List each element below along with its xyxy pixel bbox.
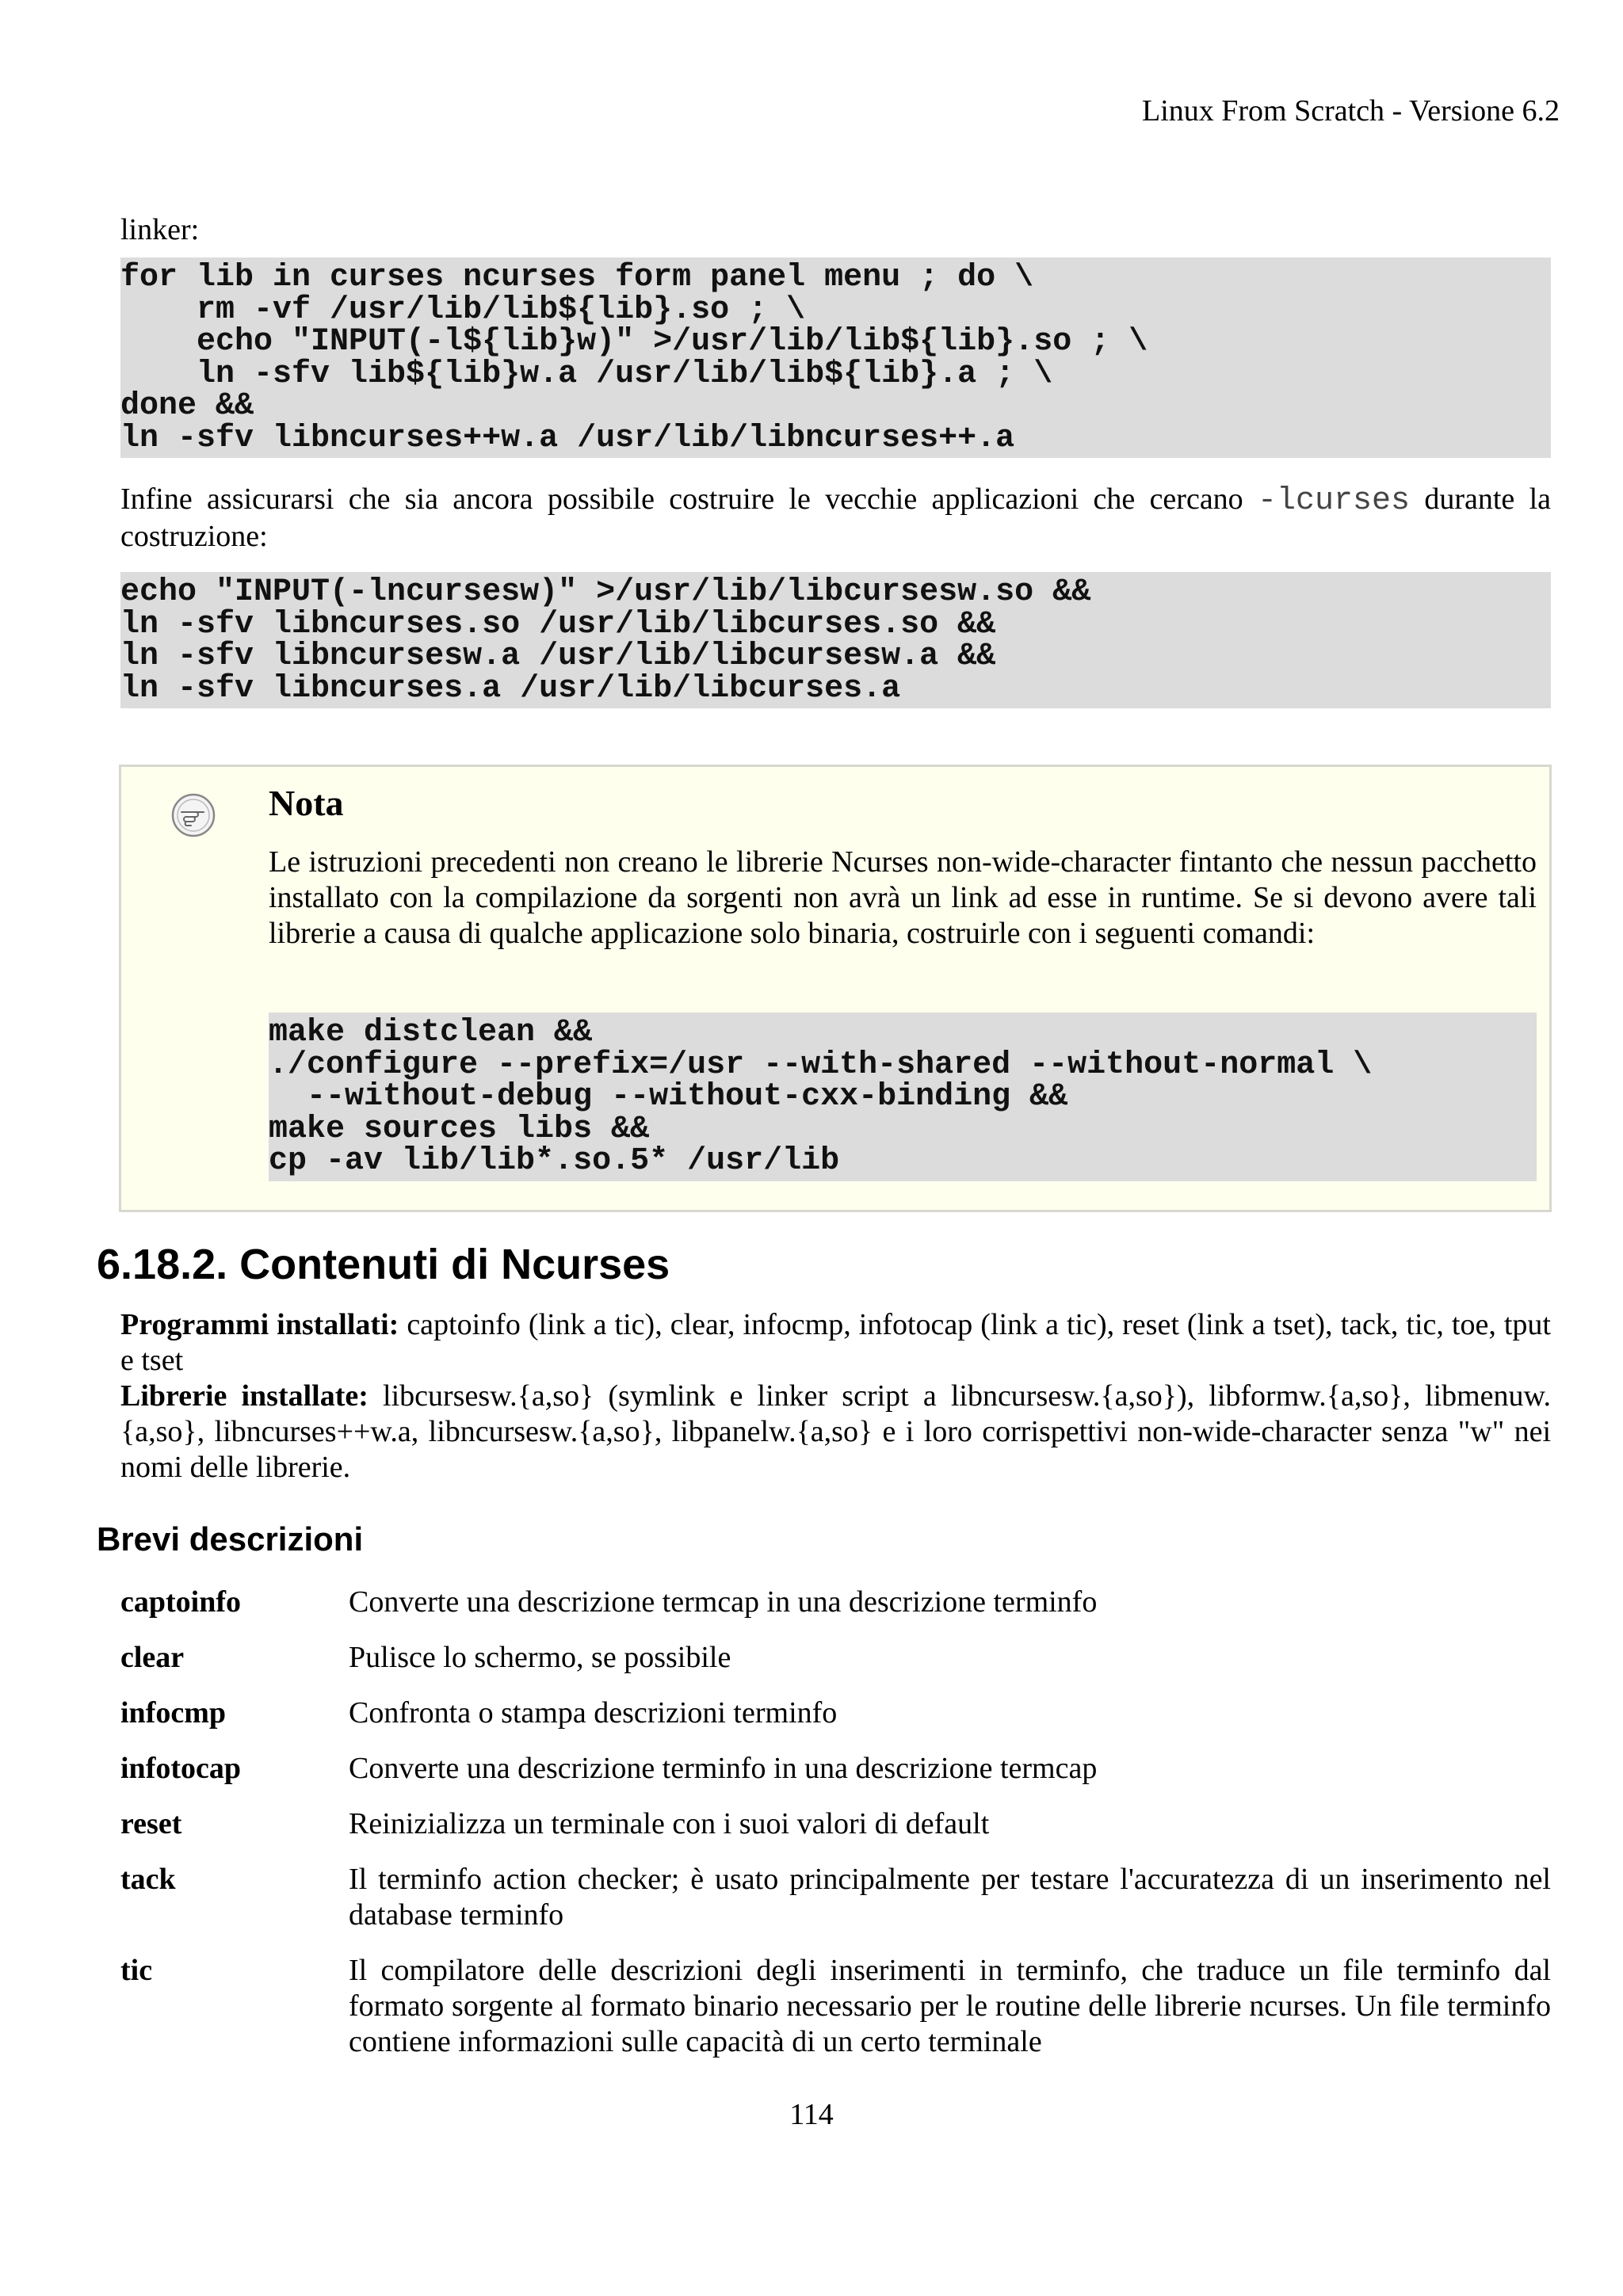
description-term: tack xyxy=(120,1863,176,1896)
description-term: captoinfo xyxy=(120,1585,241,1619)
paragraph-text-after: durante la costruzione: xyxy=(120,482,1552,553)
installed-libraries xyxy=(120,1379,1551,1486)
installed-programs xyxy=(120,1307,1551,1379)
section-title: 6.18.2. Contenuti di Ncurses xyxy=(97,1241,670,1288)
description-definition: Reinizializza un terminale con i suoi valori di default xyxy=(349,1807,990,1840)
note-box xyxy=(119,765,1552,1212)
installed-programs-label: Programmi installati: xyxy=(120,1308,399,1341)
contents-summary xyxy=(120,1307,1551,1486)
description-term: reset xyxy=(120,1807,182,1840)
installed-libraries-value: libcursesw.{a,so} (symlink e linker script a libncursesw.{a,so}), libformw.{a,so}, libmenuw.{a,so}, libncurses++w.a, libncursesw.{a,so}, libpanelw.{a,so} e i loro corrispettivi non-wide-character senza "w" nei nomi delle librerie. xyxy=(120,1379,1551,1484)
note-code-block: make distclean && ./configure --prefix=/usr --with-shared --without-normal \ --without-debug --without-cxx-binding && make sources libs && cp -av lib/lib*.so.5* /usr/lib xyxy=(269,1013,1537,1181)
description-row-captoinfo xyxy=(120,1585,1551,1620)
installed-programs-value: captoinfo (link a tic), clear, infocmp, infotocap (link a tic), reset (link a tset), tack, tic, toe, tput e tset xyxy=(120,1308,1551,1377)
description-row-clear xyxy=(120,1640,1551,1676)
description-definition: Confronta o stampa descrizioni terminfo xyxy=(349,1696,838,1730)
description-row-infotocap xyxy=(120,1751,1551,1787)
inline-code-lcurses: -lcurses xyxy=(1258,483,1411,519)
intro-text: linker: xyxy=(120,213,200,246)
description-definition: Il terminfo action checker; è usato principalmente per testare l'accuratezza di un inserimento nel database terminfo xyxy=(349,1863,1551,1932)
description-term: clear xyxy=(120,1641,185,1674)
code-block-1: for lib in curses ncurses form panel menu ; do \ rm -vf /usr/lib/lib${lib}.so ; \ echo "INPUT(-l${lib}w)" >/usr/lib/lib${lib}.so ; \ ln -sfv lib${lib}w.a /usr/lib/lib${lib}.a ; \ done && ln -sfv libncurses++w.a /usr/lib/libncurses++.a xyxy=(120,257,1551,458)
pointing-hand-icon xyxy=(170,792,216,838)
running-header: Linux From Scratch - Versione 6.2 xyxy=(1142,94,1560,128)
description-row-tack xyxy=(120,1862,1551,1933)
code-block-2: echo "INPUT(-lncursesw)" >/usr/lib/libcursesw.so && ln -sfv libncurses.so /usr/lib/libcurses.so && ln -sfv libncursesw.a /usr/lib/libcursesw.a && ln -sfv libncurses.a /usr/lib/libcurses.a xyxy=(120,572,1551,708)
note-body: Le istruzioni precedenti non creano le librerie Ncurses non-wide-character fintanto che nessun pacchetto installato con la compilazione da sorgenti non avrà un link ad esse in runtime. Se si devono avere tali librerie a causa di qualche applicazione solo binaria, costruirle con i seguenti comandi: xyxy=(269,845,1537,950)
main-content-top xyxy=(120,212,1551,708)
paragraph-lcurses xyxy=(120,482,1551,555)
paragraph-text-before: Infine assicurarsi che sia ancora possibile costruire le vecchie applicazioni che cercano xyxy=(120,482,1258,516)
description-row-tic xyxy=(120,1953,1551,2060)
description-definition: Il compilatore delle descrizioni degli inserimenti in terminfo, che traduce un file terminfo dal formato sorgente al formato binario necessario per le routine delle librerie ncurses. Un file terminfo contiene informazioni sulle capacità di un certo terminale xyxy=(349,1954,1551,2058)
description-term: infocmp xyxy=(120,1696,226,1730)
description-term: tic xyxy=(120,1954,153,1987)
description-term: infotocap xyxy=(120,1752,241,1785)
subsection-title: Brevi descrizioni xyxy=(97,1520,364,1558)
page-number: 114 xyxy=(789,2098,834,2131)
descriptions-list xyxy=(120,1585,1551,2080)
description-row-reset xyxy=(120,1806,1551,1842)
note-title: Nota xyxy=(269,783,344,823)
description-definition: Converte una descrizione terminfo in una descrizione termcap xyxy=(349,1752,1098,1785)
description-definition: Pulisce lo schermo, se possibile xyxy=(349,1641,731,1674)
installed-libraries-label: Librerie installate: xyxy=(120,1379,369,1413)
description-row-infocmp xyxy=(120,1695,1551,1731)
description-definition: Converte una descrizione termcap in una descrizione terminfo xyxy=(349,1585,1098,1619)
